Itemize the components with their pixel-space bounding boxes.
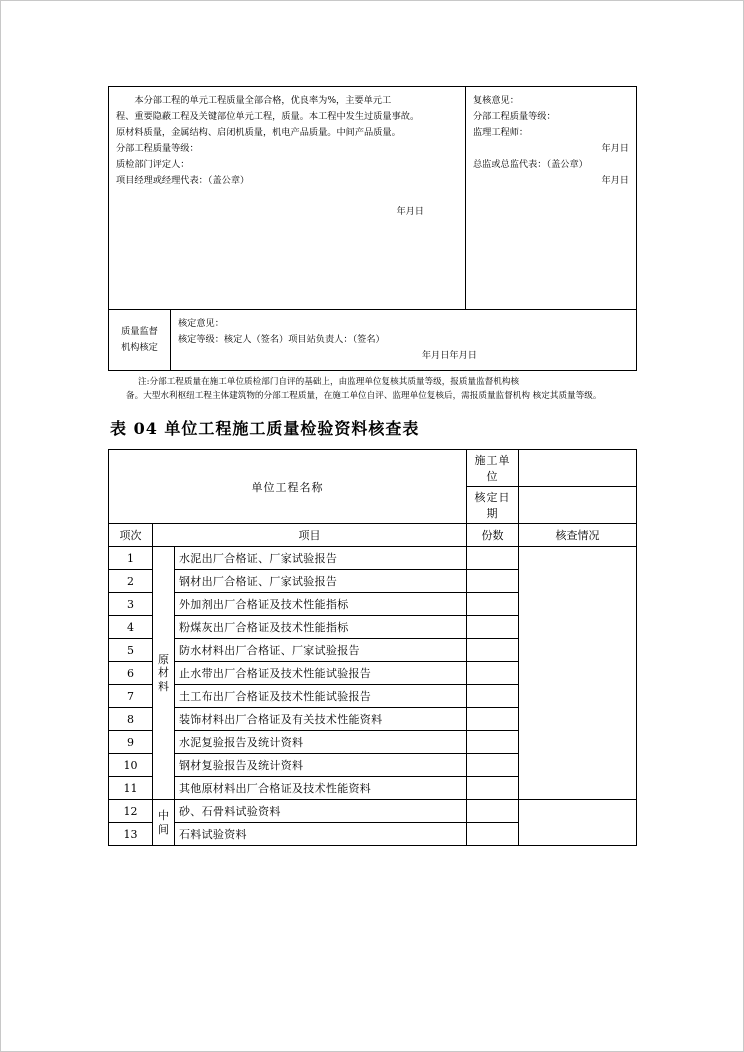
review-line-2: 分部工程质量等级： <box>473 111 556 123</box>
approval-date-value[interactable] <box>519 487 637 524</box>
row-count[interactable] <box>467 570 519 593</box>
row-item: 土工布出厂合格证及技术性能试验报告 <box>175 685 467 708</box>
self-eval-line-3: 原材料质量，金属结构、启闭机质量，机电产品质量。中间产品质量。 <box>116 127 401 139</box>
row-count[interactable] <box>467 777 519 800</box>
row-index: 2 <box>109 570 153 593</box>
row-index: 11 <box>109 777 153 800</box>
section-title: 表 04 单位工程施工质量检验资料核查表 <box>110 419 420 439</box>
row-item: 砂、石骨料试验资料 <box>175 800 467 823</box>
row-count[interactable] <box>467 662 519 685</box>
review-line-4: 总监或总监代表：（盖公章） <box>473 159 588 171</box>
row-item: 止水带出厂合格证及技术性能试验报告 <box>175 662 467 685</box>
row-index: 8 <box>109 708 153 731</box>
row-index: 10 <box>109 754 153 777</box>
column-header-item: 项目 <box>153 524 467 547</box>
row-count[interactable] <box>467 823 519 846</box>
row-index: 13 <box>109 823 153 846</box>
table-row <box>109 450 637 487</box>
footnote <box>108 376 636 404</box>
table-row <box>109 310 637 371</box>
row-item: 粉煤灰出厂合格证及技术性能指标 <box>175 616 467 639</box>
row-index: 4 <box>109 616 153 639</box>
table-row <box>109 800 637 823</box>
group-label-intermediate: 中间 <box>153 800 175 846</box>
row-index: 5 <box>109 639 153 662</box>
supervision-label-line-1: 质量监督 <box>121 326 158 338</box>
footnote-line-3: 核定其质量等级。 <box>532 391 602 402</box>
column-header-index: 项次 <box>109 524 153 547</box>
approval-date-label: 核定日期 <box>467 487 519 524</box>
row-count[interactable] <box>467 754 519 777</box>
row-count[interactable] <box>467 547 519 570</box>
review-line-1: 复核意见： <box>473 95 519 106</box>
page-content <box>108 86 636 846</box>
row-index: 7 <box>109 685 153 708</box>
row-check-status[interactable] <box>519 800 637 846</box>
row-index: 9 <box>109 731 153 754</box>
row-count[interactable] <box>467 708 519 731</box>
row-item: 防水材料出厂合格证、厂家试验报告 <box>175 639 467 662</box>
column-header-count: 份数 <box>467 524 519 547</box>
row-item: 钢材出厂合格证、厂家试验报告 <box>175 570 467 593</box>
row-count[interactable] <box>467 685 519 708</box>
row-item: 钢材复验报告及统计资料 <box>175 754 467 777</box>
row-index: 3 <box>109 593 153 616</box>
footnote-line-1: 注:分部工程质量在施工单位质检部门自评的基础上，由监理单位复核其质量等级，报质量监督机构核 <box>138 377 520 388</box>
review-date-1: 年月日 <box>601 143 629 155</box>
column-header-check-status: 核查情况 <box>519 524 637 547</box>
self-eval-line-2: 程、重要隐蔽工程及关键部位单元工程，质量。本工程中发生过质量事故。 <box>116 111 420 123</box>
row-count[interactable] <box>467 800 519 823</box>
construction-unit-value[interactable] <box>519 450 637 487</box>
approval-opinion-cell <box>171 310 637 371</box>
row-count[interactable] <box>467 639 519 662</box>
row-item: 水泥出厂合格证、厂家试验报告 <box>175 547 467 570</box>
table-row <box>109 87 637 310</box>
row-count[interactable] <box>467 616 519 639</box>
approval-line-1: 核定意见： <box>178 318 224 329</box>
row-check-status[interactable] <box>519 547 637 800</box>
self-eval-line-6: 项目经理或经理代表：（盖公章） <box>116 175 250 187</box>
approval-line-2: 核定等级：核定人（签名）项目站负责人：（签名） <box>178 334 385 346</box>
group-label-raw-material: 原材料 <box>153 547 175 800</box>
table-row <box>109 547 637 570</box>
self-eval-line-1: 本分部工程的单元工程质量全部合格，优良率为%，主要单元工 <box>134 95 392 106</box>
self-eval-date: 年月日 <box>396 205 424 217</box>
unit-project-name-label: 单位工程名称 <box>109 450 467 524</box>
supervision-label-line-2: 机构核定 <box>121 342 158 354</box>
self-eval-line-5: 质检部门评定人： <box>116 159 190 171</box>
row-item: 水泥复验报告及统计资料 <box>175 731 467 754</box>
row-item: 其他原材料出厂合格证及技术性能资料 <box>175 777 467 800</box>
review-line-3: 监理工程师： <box>473 127 529 139</box>
row-item: 装饰材料出厂合格证及有关技术性能资料 <box>175 708 467 731</box>
construction-unit-label: 施工单位 <box>467 450 519 487</box>
division-project-quality-table <box>108 86 637 371</box>
inspection-data-checklist-table <box>108 449 637 846</box>
review-date-2: 年月日 <box>601 175 629 187</box>
supervision-body-label <box>109 310 171 371</box>
row-count[interactable] <box>467 593 519 616</box>
review-opinion-cell <box>466 87 637 310</box>
row-index: 12 <box>109 800 153 823</box>
row-item: 外加剂出厂合格证及技术性能指标 <box>175 593 467 616</box>
row-index: 1 <box>109 547 153 570</box>
approval-date: 年月日年月日 <box>421 350 477 362</box>
self-evaluation-cell <box>109 87 466 310</box>
table-header-row <box>109 524 637 547</box>
row-item: 石料试验资料 <box>175 823 467 846</box>
row-index: 6 <box>109 662 153 685</box>
self-eval-line-4: 分部工程质量等级： <box>116 143 199 155</box>
row-count[interactable] <box>467 731 519 754</box>
footnote-line-2: 备。大型水利枢纽工程主体建筑物的分部工程质量，在施工单位自评、监理单位复核后，需报质量监督机构 <box>126 391 530 402</box>
